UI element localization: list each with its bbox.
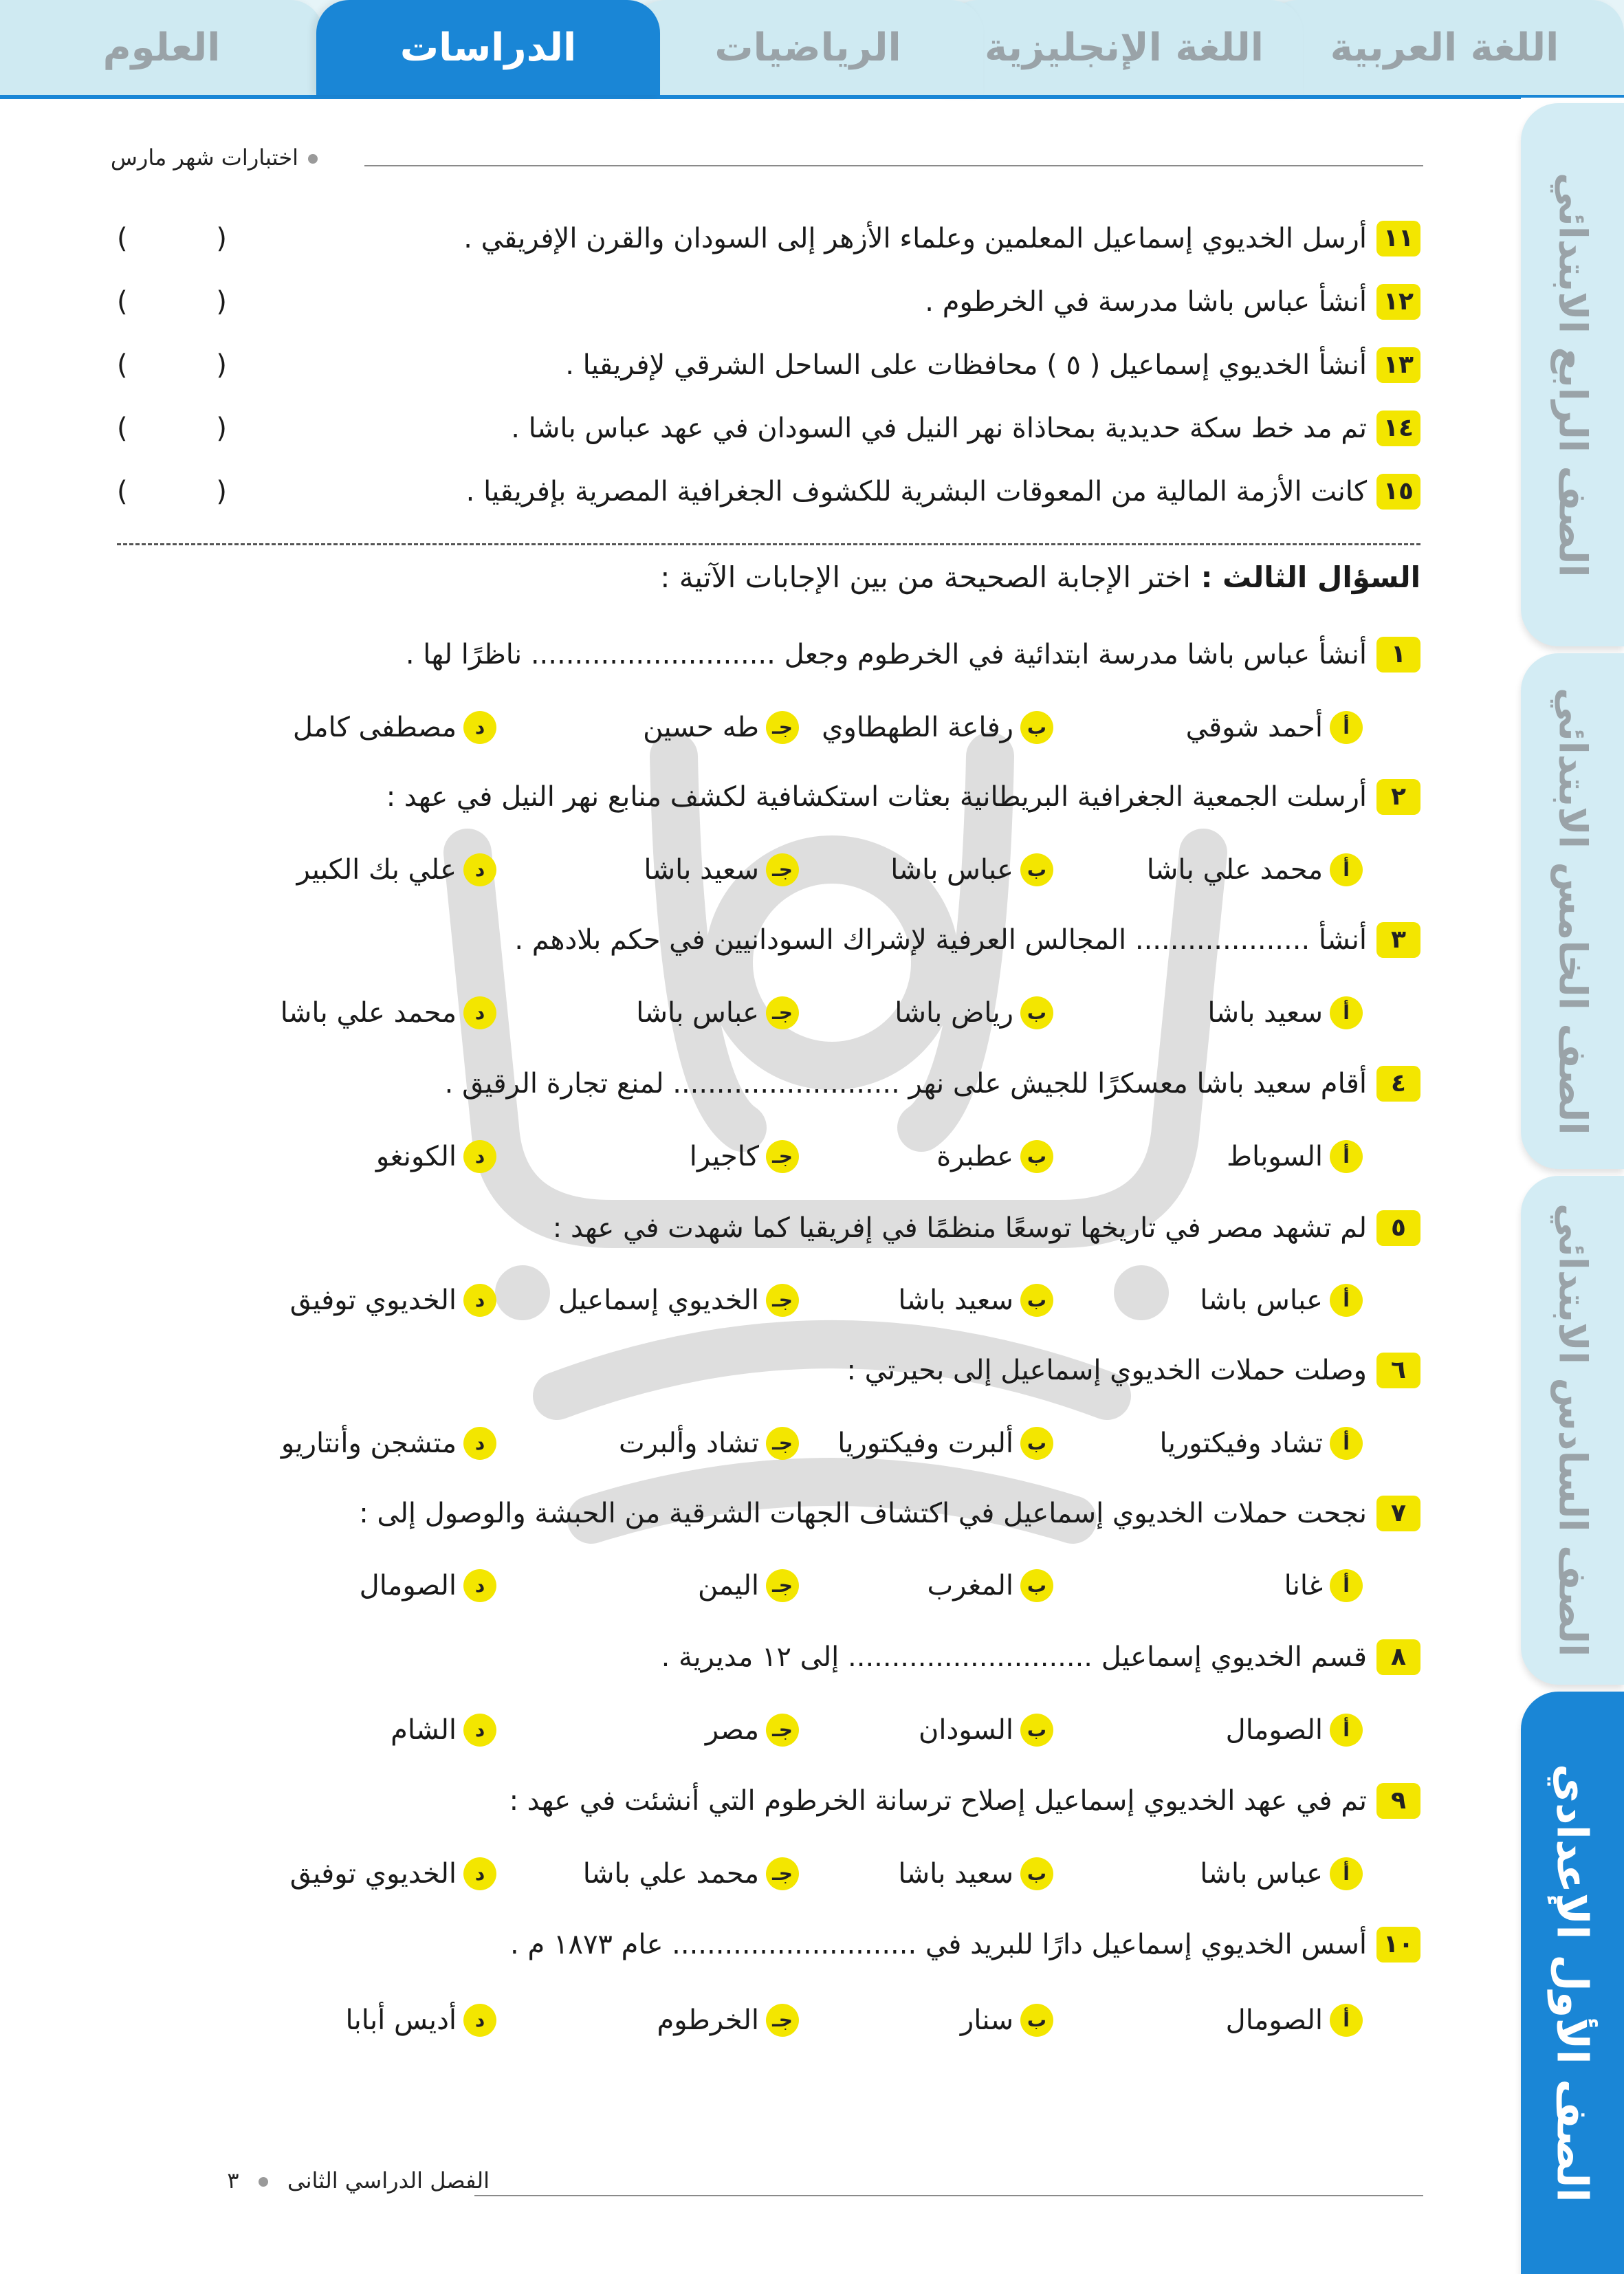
question-text: أقام سعيد باشا معسكرًا للجيش على نهر .......................... لمنع تجارة الرقيق . [444,1068,1367,1100]
question-number: ٩ [1376,1783,1420,1819]
watermark-logo [385,605,1279,1637]
option-d[interactable]: د أديس أبابا [345,1996,496,2044]
option-c[interactable]: جـ محمد علي باشا [583,1850,799,1898]
question-number: ١٤ [1376,411,1420,446]
tab-math[interactable]: الرياضيات [633,0,983,95]
option-c[interactable]: جـ تشاد وألبرت [619,1419,799,1467]
question-text: أسس الخديوي إسماعيل دارًا للبريد في ............................ عام ١٨٧٣ م . [510,1929,1367,1960]
question-text: أرسل الخديوي إسماعيل المعلمين وعلماء الأزهر إلى السودان والقرن الإفريقي . [463,223,1367,254]
option-b[interactable]: ب سعيد باشا [898,1276,1053,1324]
footer-rule [474,2195,1423,2196]
section-divider [117,543,1420,545]
option-b[interactable]: ب رياض باشا [895,989,1053,1037]
question-text: أنشأ عباس باشا مدرسة في الخرطوم . [925,286,1367,318]
grade-tab-1st-preparatory[interactable]: الصف الأول الإعدادي [1521,1692,1624,2274]
option-a[interactable]: أ عباس باشا [1200,1276,1363,1324]
option-c[interactable]: جـ عباس باشا [636,989,799,1037]
tab-english[interactable]: اللغة الإنجليزية [945,0,1303,95]
option-b[interactable]: ب عطبرة [936,1133,1053,1181]
question-text: نجحت حملات الخديوي إسماعيل في اكتشاف الجهات الشرقية من الحبشة والوصول إلى : [359,1498,1367,1529]
option-a[interactable]: أ الصومال [1226,1996,1363,2044]
option-b[interactable]: ب ألبرت وفيكتوريا [837,1419,1053,1467]
option-c[interactable]: جـ اليمن [698,1562,799,1610]
question-number: ١٣ [1376,347,1420,383]
question-number: ٧ [1376,1496,1420,1531]
grade-tab-5th-primary[interactable]: الصف الخامس الابتدائي [1521,653,1624,1169]
footer-term: الفصل الدراسي الثانى [287,2167,490,2194]
option-d[interactable]: د الخديوي توفيق [290,1850,496,1898]
mcq-question-7 [359,1489,1420,1538]
option-a[interactable]: أ أحمد شوقي [1186,703,1363,752]
option-a[interactable]: أ تشاد وفيكتوريا [1160,1419,1363,1467]
option-b[interactable]: ب رفاعة الطهطاوي [822,703,1053,752]
grade-tab-4th-primary[interactable]: الصف الرابع الابتدائي [1521,103,1624,646]
tab-underline [0,95,1624,99]
question-number: ١٢ [1376,284,1420,320]
option-d[interactable]: د متشجن وأنتاريو [281,1419,496,1467]
question-number: ٣ [1376,922,1420,958]
option-c[interactable]: جـ الخديوي إسماعيل [558,1276,799,1324]
option-b[interactable]: ب سعيد باشا [898,1850,1053,1898]
bullet-dot-icon [259,2177,268,2187]
option-b[interactable]: ب المغرب [928,1562,1053,1610]
option-a[interactable]: أ الصومال [1226,1706,1363,1754]
option-a[interactable]: أ عباس باشا [1200,1850,1363,1898]
mcq-question-5 [553,1204,1420,1252]
mcq-question-9 [509,1777,1420,1825]
option-b[interactable]: ب سنار [961,1996,1053,2044]
question-number: ٢ [1376,779,1420,815]
option-c[interactable]: جـ الخرطوم [657,1996,799,2044]
option-d[interactable]: د محمد علي باشا [281,989,496,1037]
answer-blank[interactable]: ( ) [117,413,227,444]
mcq-question-8 [661,1633,1420,1681]
answer-blank[interactable]: ( ) [117,349,227,381]
tf-question-15 [466,468,1420,516]
mcq-question-2 [386,773,1420,821]
question-text: وصلت حملات الخديوي إسماعيل إلى بحيرتي : [846,1355,1367,1386]
exam-header: اختبارات شهر مارس [111,144,318,171]
option-d[interactable]: د الخديوي توفيق [290,1276,496,1324]
option-c[interactable]: جـ كاجيرا [690,1133,799,1181]
option-c[interactable]: جـ طه حسين [643,703,799,752]
mcq-question-3 [514,916,1420,964]
option-d[interactable]: د مصطفى كامل [293,703,496,752]
option-b[interactable]: ب عباس باشا [890,846,1053,894]
option-a[interactable]: أ سعيد باشا [1207,989,1363,1037]
page-number: ٣ [227,2167,239,2194]
option-d[interactable]: د علي بك الكبير [297,846,496,894]
answer-blank[interactable]: ( ) [117,286,227,318]
tf-question-13 [565,341,1420,389]
question-text: تم مد خط سكة حديدية بمحاذاة نهر النيل في السودان في عهد عباس باشا . [511,413,1367,444]
tf-question-11 [463,215,1420,263]
question-number: ٥ [1376,1210,1420,1246]
question-number: ١١ [1376,221,1420,256]
answer-blank[interactable]: ( ) [117,476,227,507]
option-a[interactable]: أ غانا [1284,1562,1363,1610]
option-d[interactable]: د الصومال [360,1562,496,1610]
tab-social-studies[interactable]: الدراسات [316,0,660,95]
answer-blank[interactable]: ( ) [117,223,227,254]
subject-tab-bar [0,0,1624,98]
question-text: تم في عهد الخديوي إسماعيل إصلاح ترسانة الخرطوم التي أنشئت في عهد : [509,1785,1367,1817]
question-number: ١٠ [1376,1927,1420,1963]
mcq-question-4 [445,1060,1420,1108]
option-a[interactable]: أ محمد علي باشا [1147,846,1363,894]
question-text: أنشأ عباس باشا مدرسة ابتدائية في الخرطوم وجعل ............................ ناظرًا لها . [405,639,1367,670]
question-text: قسم الخديوي إسماعيل ............................ إلى ١٢ مديرية . [661,1641,1367,1673]
option-d[interactable]: د الكونغو [376,1133,496,1181]
option-d[interactable]: د الشام [391,1706,496,1754]
option-c[interactable]: جـ سعيد باشا [644,846,799,894]
question-number: ٦ [1376,1353,1420,1388]
section-title: السؤال الثالث : اختر الإجابة الصحيحة من بين الإجابات الآتية : [660,560,1420,594]
question-text: أنشأ .................... المجالس العرفية لإشراك السودانيين في حكم بلادهم . [514,924,1367,956]
tf-question-12 [925,278,1420,326]
question-text: لم تشهد مصر في تاريخها توسعًا منظمًا في إفريقيا كما شهدت في عهد : [552,1212,1367,1244]
footer [227,2167,490,2194]
tab-science[interactable]: العلوم [0,0,323,95]
option-a[interactable]: أ السوباط [1227,1133,1363,1181]
question-text: كانت الأزمة المالية من المعوقات البشرية للكشوف الجغرافية المصرية بإفريقيا . [465,476,1367,507]
tf-question-14 [511,404,1420,452]
mcq-question-10 [510,1921,1420,1969]
question-text: أرسلت الجمعية الجغرافية البريطانية بعثات استكشافية لكشف منابع نهر النيل في عهد : [386,781,1367,813]
question-text: أنشأ الخديوي إسماعيل ( ٥ ) محافظات على الساحل الشرقي لإفريقيا . [565,349,1367,381]
option-b[interactable]: ب السودان [919,1706,1053,1754]
header-rule [364,165,1423,166]
mcq-question-6 [846,1346,1420,1395]
mcq-question-1 [406,631,1420,679]
bullet-dot-icon [308,154,318,164]
tab-arabic[interactable]: اللغة العربية [1265,0,1624,95]
grade-tab-6th-primary[interactable]: الصف السادس الابتدائي [1521,1176,1624,1685]
question-number: ١ [1376,637,1420,673]
question-number: ١٥ [1376,474,1420,510]
question-number: ٤ [1376,1066,1420,1102]
question-number: ٨ [1376,1639,1420,1675]
option-c[interactable]: جـ مصر [705,1706,799,1754]
